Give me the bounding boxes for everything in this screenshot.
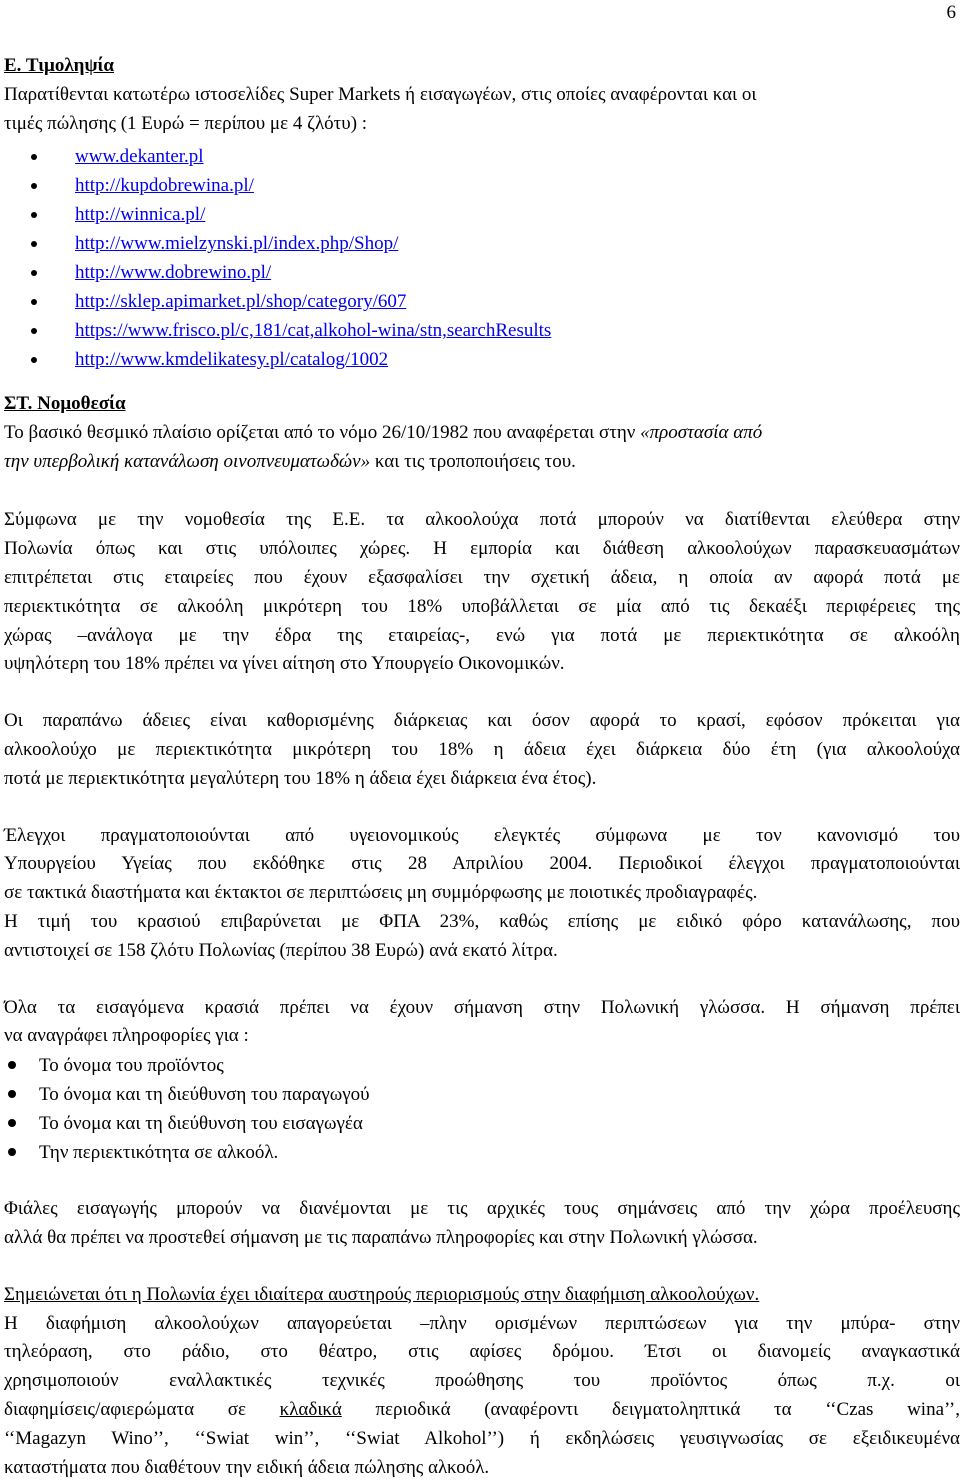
section-e-heading: Ε. Τιμοληψία bbox=[4, 55, 115, 76]
text-line: Πολωνία όπως και στις υπόλοιπες χώρες. Η εμπορία και διάθεση αλκοολούχων παρασκευασμάτων bbox=[4, 538, 960, 560]
text-line: αλλά θα πρέπει να προστεθεί σήμανση με τις παραπάνω πληροφορίες και στην Πολωνική γλώσσα. bbox=[4, 1226, 758, 1248]
text-line: τηλεόραση, στο ράδιο, στο θέατρο, στις αφίσες δρόμου. Έτσι οι διανομείς αναγκαστικά bbox=[4, 1341, 960, 1363]
website-link[interactable]: http://winnica.pl/ bbox=[75, 204, 206, 226]
list-item: Την περιεκτικότητα σε αλκοόλ. bbox=[4, 1138, 960, 1167]
labeling-paragraph bbox=[4, 994, 960, 1052]
law-paragraph-line-2 bbox=[4, 448, 960, 477]
underlined-word: κλαδικά bbox=[279, 1398, 342, 1420]
advertising-restriction-line: Σημειώνεται ότι η Πολωνία έχει ιδιαίτερα αυστηρούς περιορισμούς στην διαφήμιση αλκοολούχων. bbox=[4, 1283, 760, 1305]
website-link[interactable]: http://www.mielzynski.pl/index.php/Shop/ bbox=[75, 233, 399, 255]
text-line: ποτά με περιεκτικότητα μεγαλύτερη του 18% η άδεια έχει διάρκεια ένα έτος). bbox=[4, 767, 597, 789]
website-link[interactable]: http://sklep.apimarket.pl/shop/category/607 bbox=[75, 291, 407, 313]
text-fragment: διαφημίσεις/αφιερώματα σε bbox=[4, 1398, 280, 1420]
inspection-paragraph bbox=[4, 822, 960, 966]
text-line: Έλεγχοι πραγματοποιούνται από υγειονομικούς ελεγκτές σύμφωνα με τον κανονισμό του bbox=[4, 824, 960, 846]
website-link[interactable]: http://kupdobrewina.pl/ bbox=[75, 175, 254, 197]
text-line: να αναγράφει πληροφορίες για : bbox=[4, 1025, 249, 1047]
list-item: Το όνομα και τη διεύθυνση του παραγωγού bbox=[4, 1080, 960, 1109]
list-item bbox=[4, 200, 960, 229]
license-paragraph bbox=[4, 707, 960, 793]
text-line: σε τακτικά διαστήματα και έκτακτοι σε περιπτώσεις μη συμμόρφωσης με ποιοτικές προδιαγραφές. bbox=[4, 882, 758, 904]
law-title: την υπερβολική κατανάλωση οινοπνευματωδών» bbox=[4, 450, 371, 472]
page-number: 6 bbox=[946, 2, 956, 23]
law-paragraph-line-1 bbox=[4, 419, 960, 448]
text-line: καταστήματα που διαθέτουν την ειδική άδεια πώλησης αλκοόλ. bbox=[4, 1456, 490, 1478]
website-list bbox=[4, 142, 960, 374]
law-title: «προστασία από bbox=[640, 421, 763, 443]
text-line: ‘‘Magazyn Wino’’, ‘‘Swiat win’’, ‘‘Swiat Alkohol’’) ή εκδηλώσεις γευσιγνωσίας σε εξειδικευμένα bbox=[4, 1427, 960, 1449]
section-st-heading: ΣΤ. Νομοθεσία bbox=[4, 393, 126, 414]
law-text: και τις τροποποιήσεις του. bbox=[370, 450, 576, 472]
intro-line-1: Παρατίθενται κατωτέρω ιστοσελίδες Super Markets ή εισαγωγέων, στις οποίες αναφέρονται και οι bbox=[4, 83, 757, 105]
website-link[interactable]: www.dekanter.pl bbox=[75, 146, 204, 168]
text-line: Υπουργείου Υγείας που εκδόθηκε στις 28 Απριλίου 2004. Περιοδικοί έλεγχοι πραγματοποιούνται bbox=[4, 853, 960, 875]
advertising-paragraph bbox=[4, 1281, 960, 1482]
label-requirements-list bbox=[4, 1051, 960, 1167]
website-link[interactable]: https://www.frisco.pl/c,181/cat,alkohol-wina/stn,searchResults bbox=[75, 320, 552, 342]
text-line: Η διαφήμιση αλκοολούχων απαγορεύεται –πλην ορισμένων περιπτώσεων για την μπύρα- στην bbox=[4, 1312, 960, 1334]
list-item bbox=[4, 171, 960, 200]
section-e bbox=[4, 52, 960, 374]
text-line: χώρας –ανάλογα με την έδρα της εταιρείας-, ενώ για ποτά με περιεκτικότητα σε αλκοόλη bbox=[4, 624, 960, 646]
import-bottles-paragraph bbox=[4, 1195, 960, 1253]
intro-line-2: τιμές πώλησης (1 Ευρώ = περίπου με 4 ζλότυ) : bbox=[4, 112, 368, 134]
text-line: χρησιμοποιούν εναλλακτικές τεχνικές προώθησης του προϊόντος όπως π.χ. οι bbox=[4, 1370, 960, 1392]
text-line bbox=[4, 1396, 960, 1425]
list-item: Το όνομα του προϊόντος bbox=[4, 1051, 960, 1080]
list-item bbox=[4, 258, 960, 287]
text-line: επιτρέπεται στις εταιρείες που έχουν εξασφαλίσει την σχετική άδεια, η οποία αν αφορά ποτά με bbox=[4, 566, 960, 588]
list-item bbox=[4, 229, 960, 258]
text-line: περιεκτικότητα σε αλκοόλη μικρότερη του 18% υποβάλλεται σε μία από τις δεκαέξι περιφέρειες της bbox=[4, 595, 960, 617]
law-text: Το βασικό θεσμικό πλαίσιο ορίζεται από το νόμο 26/10/1982 που αναφέρεται στην bbox=[4, 421, 641, 443]
text-line: Φιάλες εισαγωγής μπορούν να διανέμονται με τις αρχικές τους σημάνσεις από την χώρα προέλευσης bbox=[4, 1198, 960, 1220]
text-fragment: περιοδικά (αναφέροντι δειγματοληπτικά τα ‘‘Czas wina’’, bbox=[341, 1398, 960, 1420]
list-item bbox=[4, 142, 960, 171]
website-link[interactable]: http://www.kmdelikatesy.pl/catalog/1002 bbox=[75, 349, 389, 371]
text-line: αλκοολούχο με περιεκτικότητα μικρότερη του 18% η άδεια έχει διάρκεια δύο έτη (για αλκοολούχα bbox=[4, 738, 960, 760]
list-item bbox=[4, 345, 960, 374]
website-link[interactable]: http://www.dobrewino.pl/ bbox=[75, 262, 272, 284]
eu-paragraph bbox=[4, 506, 960, 679]
text-line: Όλα τα εισαγόμενα κρασιά πρέπει να έχουν σήμανση στην Πολωνική γλώσσα. Η σήμανση πρέπει bbox=[4, 996, 960, 1018]
text-line: Οι παραπάνω άδειες είναι καθορισμένης διάρκειας και όσον αφορά το κρασί, εφόσον πρόκειται για bbox=[4, 710, 960, 732]
section-st bbox=[4, 390, 960, 1482]
list-item bbox=[4, 287, 960, 316]
text-line: αντιστοιχεί σε 158 ζλότυ Πολωνίας (περίπου 38 Ευρώ) ανά εκατό λίτρα. bbox=[4, 939, 558, 961]
list-item bbox=[4, 316, 960, 345]
text-line: υψηλότερη του 18% πρέπει να γίνει αίτηση στο Υπουργείο Οικονομικών. bbox=[4, 653, 565, 675]
list-item: Το όνομα και τη διεύθυνση του εισαγωγέα bbox=[4, 1109, 960, 1138]
text-line: Σύμφωνα με την νομοθεσία της Ε.Ε. τα αλκοολούχα ποτά μπορούν να διατίθενται ελεύθερα στην bbox=[4, 509, 960, 531]
text-line: Η τιμή του κρασιού επιβαρύνεται με ΦΠΑ 23%, καθώς επίσης με ειδικό φόρο κατανάλωσης, που bbox=[4, 910, 960, 932]
